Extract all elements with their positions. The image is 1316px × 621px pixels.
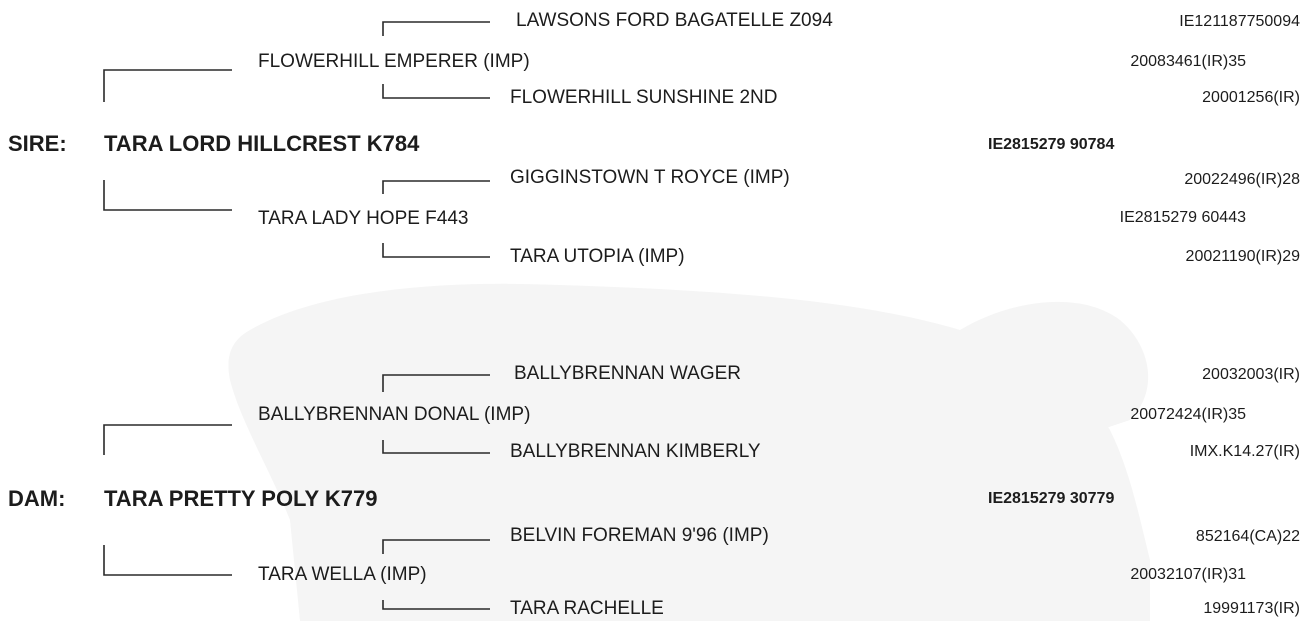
great-grandsire-number: 20032003(IR) xyxy=(1202,366,1300,383)
sire-name: TARA LORD HILLCREST K784 xyxy=(104,131,420,156)
grandsire-name: BALLYBRENNAN DONAL (IMP) xyxy=(258,404,531,425)
grandsire-number: 20083461(IR)35 xyxy=(1130,53,1246,70)
sire-number: IE2815279 90784 xyxy=(988,136,1115,153)
connector-line xyxy=(104,70,232,102)
great-grandsire-number: 852164(CA)22 xyxy=(1195,528,1300,545)
connector-line xyxy=(104,180,232,210)
great-grandsire-name: GIGGINSTOWN T ROYCE (IMP) xyxy=(510,167,790,188)
great-granddam-number: IMX.K14.27(IR) xyxy=(1189,443,1300,460)
great-grandsire-number: 20022496(IR)28 xyxy=(1184,171,1300,188)
connector-line xyxy=(383,375,490,392)
connector-line xyxy=(383,22,490,36)
granddam-number: IE2815279 60443 xyxy=(1119,209,1246,226)
granddam-name: TARA LADY HOPE F443 xyxy=(258,208,469,229)
dam-name: TARA PRETTY POLY K779 xyxy=(104,486,378,511)
sire-label: SIRE: xyxy=(8,131,67,156)
great-granddam-name: TARA RACHELLE xyxy=(510,598,664,619)
great-granddam-name: TARA UTOPIA (IMP) xyxy=(510,246,685,267)
great-granddam-number: 20001256(IR) xyxy=(1202,89,1300,106)
grandsire-name: FLOWERHILL EMPERER (IMP) xyxy=(258,51,530,72)
great-granddam-number: 19991173(IR) xyxy=(1203,600,1300,617)
great-granddam-name: FLOWERHILL SUNSHINE 2ND xyxy=(510,87,778,108)
connector-line xyxy=(104,545,232,575)
great-grandsire-name: LAWSONS FORD BAGATELLE Z094 xyxy=(516,10,833,31)
connector-line xyxy=(104,425,232,455)
connector-line xyxy=(383,600,490,609)
connector-line xyxy=(383,243,490,257)
granddam-name: TARA WELLA (IMP) xyxy=(258,564,427,585)
connector-line xyxy=(383,540,490,554)
connector-line xyxy=(383,440,490,453)
connector-line xyxy=(383,84,490,98)
granddam-number: 20032107(IR)31 xyxy=(1130,566,1246,583)
great-grandsire-name: BALLYBRENNAN WAGER xyxy=(514,363,741,384)
grandsire-number: 20072424(IR)35 xyxy=(1130,406,1246,423)
great-grandsire-number: IE121187750094 xyxy=(1179,13,1300,30)
connector-line xyxy=(383,181,490,194)
great-granddam-name: BALLYBRENNAN KIMBERLY xyxy=(510,441,761,462)
dam-number: IE2815279 30779 xyxy=(988,490,1115,507)
dam-label: DAM: xyxy=(8,486,66,511)
great-granddam-number: 20021190(IR)29 xyxy=(1185,248,1300,265)
great-grandsire-name: BELVIN FOREMAN 9'96 (IMP) xyxy=(510,525,769,546)
